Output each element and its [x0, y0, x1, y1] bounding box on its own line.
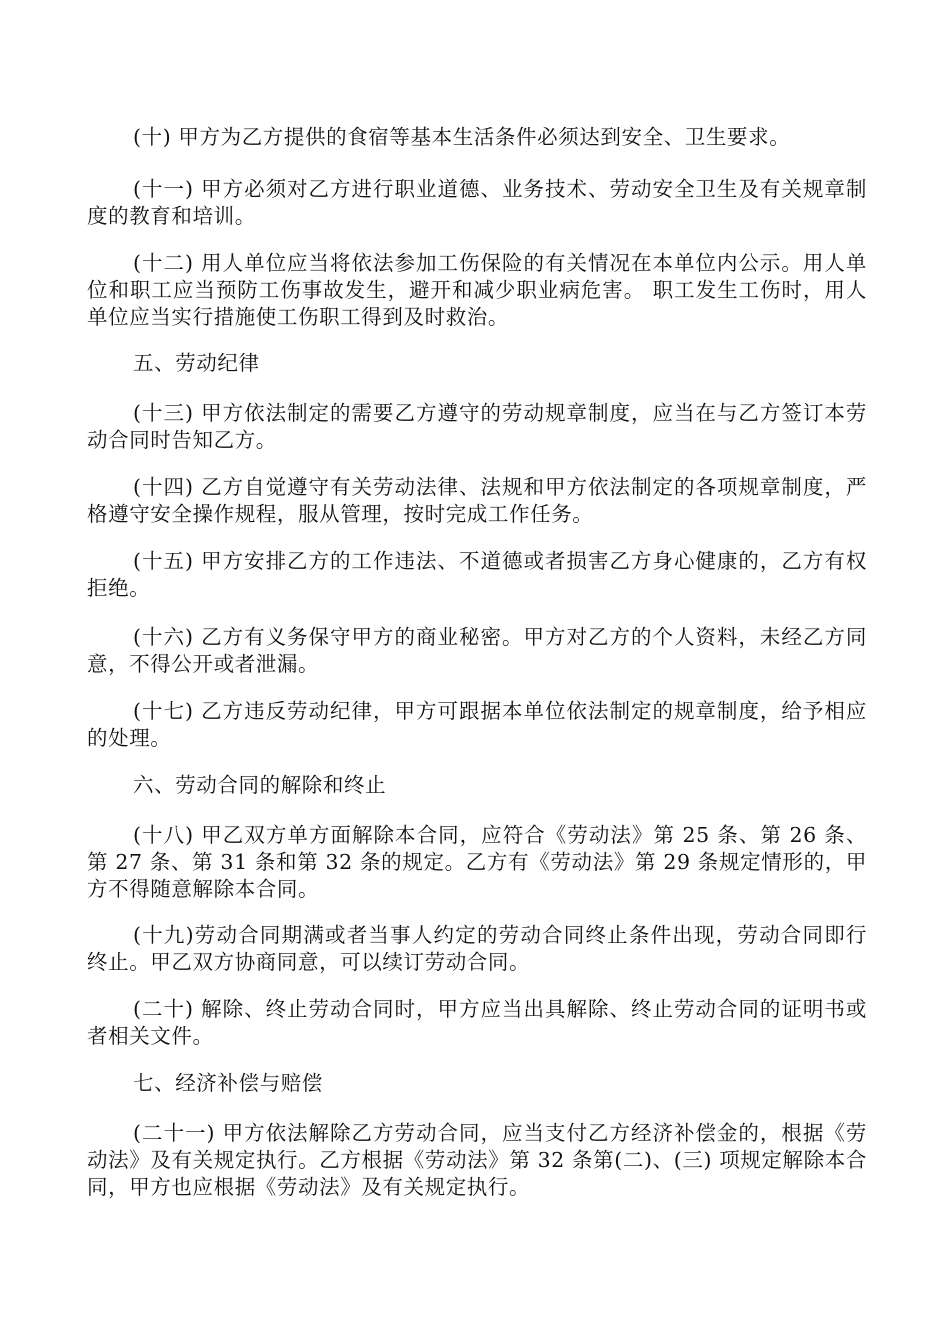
- clause-12: (十二) 用人单位应当将依法参加工伤保险的有关情况在本单位内公示。用人单位和职工应当预防工伤事故发生，避开和减少职业病危害。 职工发生工伤时，用人单位应当实行措施使工伤职工得到及时救治。: [87, 251, 867, 329]
- section-6-heading: 六、劳动合同的解除和终止: [133, 773, 387, 797]
- clause-13: (十三) 甲方依法制定的需要乙方遵守的劳动规章制度，应当在与乙方签订本劳动合同时告知乙方。: [87, 401, 867, 452]
- section-5-heading: 五、劳动纪律: [133, 351, 260, 375]
- clause-17: (十七) 乙方违反劳动纪律，甲方可跟据本单位依法制定的规章制度，给予相应的处理。: [87, 699, 867, 750]
- clause-11: (十一) 甲方必须对乙方进行职业道德、业务技术、劳动安全卫生及有关规章制度的教育和培训。: [87, 177, 867, 228]
- clause-21: (二十一) 甲方依法解除乙方劳动合同，应当支付乙方经济补偿金的，根据《劳动法》及有关规定执行。乙方根据《劳动法》第 32 条第(二)、(三) 项规定解除本合同，甲方也应根据《劳动法》及有关规定执行。: [87, 1121, 867, 1199]
- clause-16: (十六) 乙方有义务保守甲方的商业秘密。甲方对乙方的个人资料，未经乙方同意，不得公开或者泄漏。: [87, 625, 867, 676]
- clause-14: (十四) 乙方自觉遵守有关劳动法律、法规和甲方依法制定的各项规章制度，严格遵守安全操作规程，服从管理，按时完成工作任务。: [87, 475, 867, 526]
- clause-15: (十五) 甲方安排乙方的工作违法、不道德或者损害乙方身心健康的，乙方有权拒绝。: [87, 549, 867, 600]
- clause-18: (十八) 甲乙双方单方面解除本合同，应符合《劳动法》第 25 条、第 26 条、第 27 条、第 31 条和第 32 条的规定。乙方有《劳动法》第 29 条规定情形的，甲方不得随意解除本合同。: [87, 823, 867, 901]
- clause-10: (十) 甲方为乙方提供的食宿等基本生活条件必须达到安全、卫生要求。: [133, 125, 791, 149]
- section-7-heading: 七、经济补偿与赔偿: [133, 1071, 323, 1095]
- clause-20: (二十) 解除、终止劳动合同时，甲方应当出具解除、终止劳动合同的证明书或者相关文件。: [87, 997, 867, 1048]
- clause-19: (十九)劳动合同期满或者当事人约定的劳动合同终止条件出现，劳动合同即行终止。甲乙双方协商同意，可以续订劳动合同。: [87, 923, 867, 974]
